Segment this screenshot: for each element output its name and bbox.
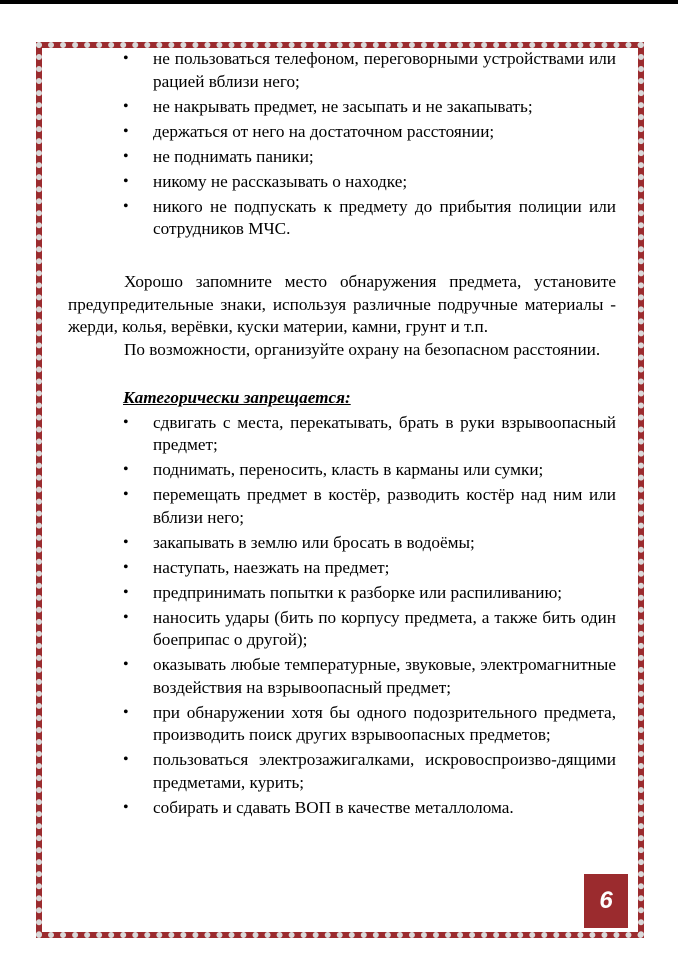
list-item: • предпринимать попытки к разборке или распиливанию;	[68, 582, 616, 605]
list-item: • наносить удары (бить по корпусу предмета, а также бить один боеприпас о другой);	[68, 607, 616, 652]
prohibited-heading: Категорически запрещается:	[123, 388, 351, 407]
list-item: • собирать и сдавать ВОП в качестве металлолома.	[68, 797, 616, 820]
prohibited-list	[68, 412, 616, 820]
list-item: • не пользоваться телефоном, переговорными устройствами или рацией вблизи него;	[68, 48, 616, 93]
list-item: • при обнаружении хотя бы одного подозрительного предмета, производить поиск других взрывоопасных предметов;	[68, 702, 616, 747]
safety-list	[68, 48, 616, 241]
paragraph-guard: По возможности, организуйте охрану на безопасном расстоянии.	[124, 339, 601, 359]
list-item: • никого не подпускать к предмету до прибытия полиции или сотрудников МЧС.	[68, 196, 616, 241]
top-bar	[0, 0, 678, 4]
list-item: • держаться от него на достаточном расстоянии;	[68, 121, 616, 144]
list-item: • перемещать предмет в костёр, разводить костёр над ним или вблизи него;	[68, 484, 616, 529]
list-item: • никому не рассказывать о находке;	[68, 171, 616, 194]
list-item: • оказывать любые температурные, звуковые, электромагнитные воздействия на взрывоопасный предмет;	[68, 654, 616, 699]
list-item: • поднимать, переносить, класть в карманы или сумки;	[68, 459, 616, 482]
paragraph-mark-place: Хорошо запомните место обнаружения предмета, установите предупредительные знаки, используя различные подручные материалы - жерди, колья, верёвки, куски материи, камни, грунт и т.п.	[68, 272, 616, 336]
page-content	[68, 48, 616, 822]
list-item: • пользоваться электрозажигалками, искровоспроизво-дящими предметами, курить;	[68, 749, 616, 794]
page-number: 6	[584, 874, 628, 928]
list-item: • сдвигать с места, перекатывать, брать в руки взрывоопасный предмет;	[68, 412, 616, 457]
list-item: • наступать, наезжать на предмет;	[68, 557, 616, 580]
list-item: • не поднимать паники;	[68, 146, 616, 169]
list-item: • закапывать в землю или бросать в водоёмы;	[68, 532, 616, 555]
list-item: • не накрывать предмет, не засыпать и не закапывать;	[68, 96, 616, 119]
